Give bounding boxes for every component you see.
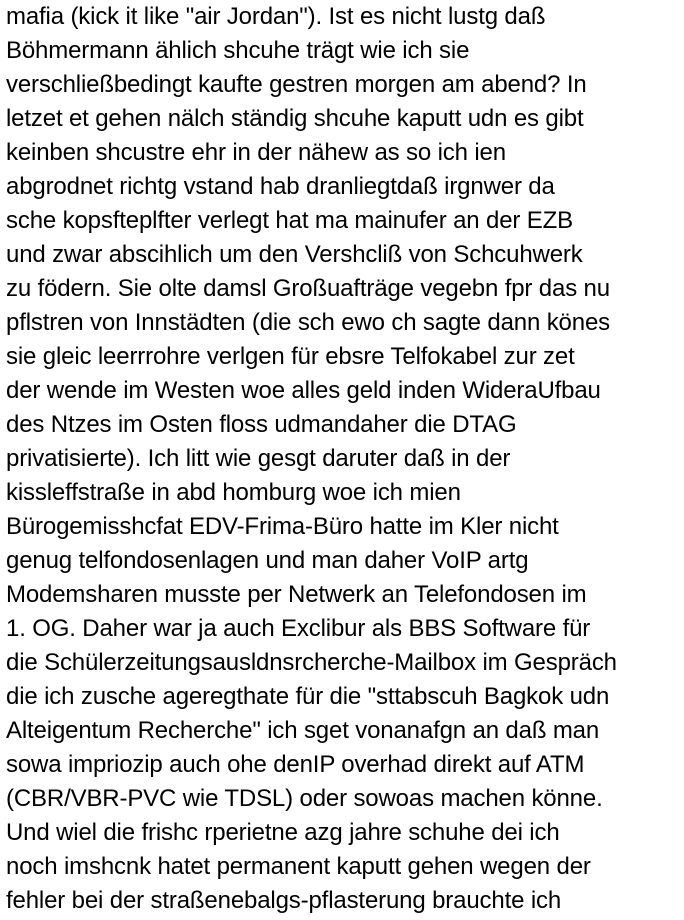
text-line: sowa impriozip auch ohe denIP overhad direkt auf ATM	[6, 751, 585, 778]
text-line: die ich zusche ageregthate für die "sttabscuh Bagkok udn	[6, 683, 610, 710]
text-line: fehler bei der straßenebalgs-pflasterung brauchte ich	[6, 887, 562, 914]
text-line: sie gleic leerrrohre verlgen für ebsre Telfokabel zur zet	[6, 343, 575, 370]
body-text	[6, 0, 684, 918]
text-line: die Schülerzeitungsausldnsrcherche-Mailbox im Gespräch	[6, 649, 617, 676]
text-line: sche kopsfteplfter verlegt hat ma mainufer an der EZB	[6, 207, 573, 234]
text-line: genug telfondosenlagen und man daher VoIP artg	[6, 547, 529, 574]
text-line: mafia (kick it like "air Jordan"). Ist es nicht lustg daß	[6, 3, 546, 30]
text-line: Bürogemisshcfat EDV-Frima-Büro hatte im Kler nicht	[6, 513, 559, 540]
text-line: Und wiel die frishc rperietne azg jahre schuhe dei ich	[6, 819, 560, 846]
text-line: der wende im Westen woe alles geld inden WideraUfbau	[6, 377, 601, 404]
text-line: abgrodnet richtg vstand hab dranliegtdaß irgnwer da	[6, 173, 555, 200]
text-line: 1. OG. Daher war ja auch Exclibur als BBS Software für	[6, 615, 591, 642]
text-line: pflstren von Innstädten (die sch ewo ch sagte dann könes	[6, 309, 610, 336]
text-line: Alteigentum Recherche" ich sget vonanafgn an daß man	[6, 717, 600, 744]
text-line: noch imshcnk hatet permanent kaputt gehen wegen der	[6, 853, 591, 880]
text-line: Böhmermann ählich shcuhe trägt wie ich sie	[6, 37, 470, 64]
text-line: verschließbedingt kaufte gestren morgen am abend? In	[6, 71, 587, 98]
text-line: Modemsharen musste per Netwerk an Telefondosen im	[6, 581, 587, 608]
text-line: letzet et gehen nälch ständig shcuhe kaputt udn es gibt	[6, 105, 584, 132]
text-line: keinben shcustre ehr in der nähew as so ich ien	[6, 139, 506, 166]
text-line: zu födern. Sie olte damsl Großuafträge vegebn fpr das nu	[6, 275, 610, 302]
text-line: und zwar abscihlich um den Vershcliß von Schcuhwerk	[6, 241, 583, 268]
text-line: des Ntzes im Osten floss udmandaher die DTAG	[6, 411, 517, 438]
text-line: (CBR/VBR-PVC wie TDSL) oder sowoas machen könne.	[6, 785, 603, 812]
text-line: privatisierte). Ich litt wie gesgt daruter daß in der	[6, 445, 511, 472]
text-line: kissleffstraße in abd homburg woe ich mien	[6, 479, 461, 506]
